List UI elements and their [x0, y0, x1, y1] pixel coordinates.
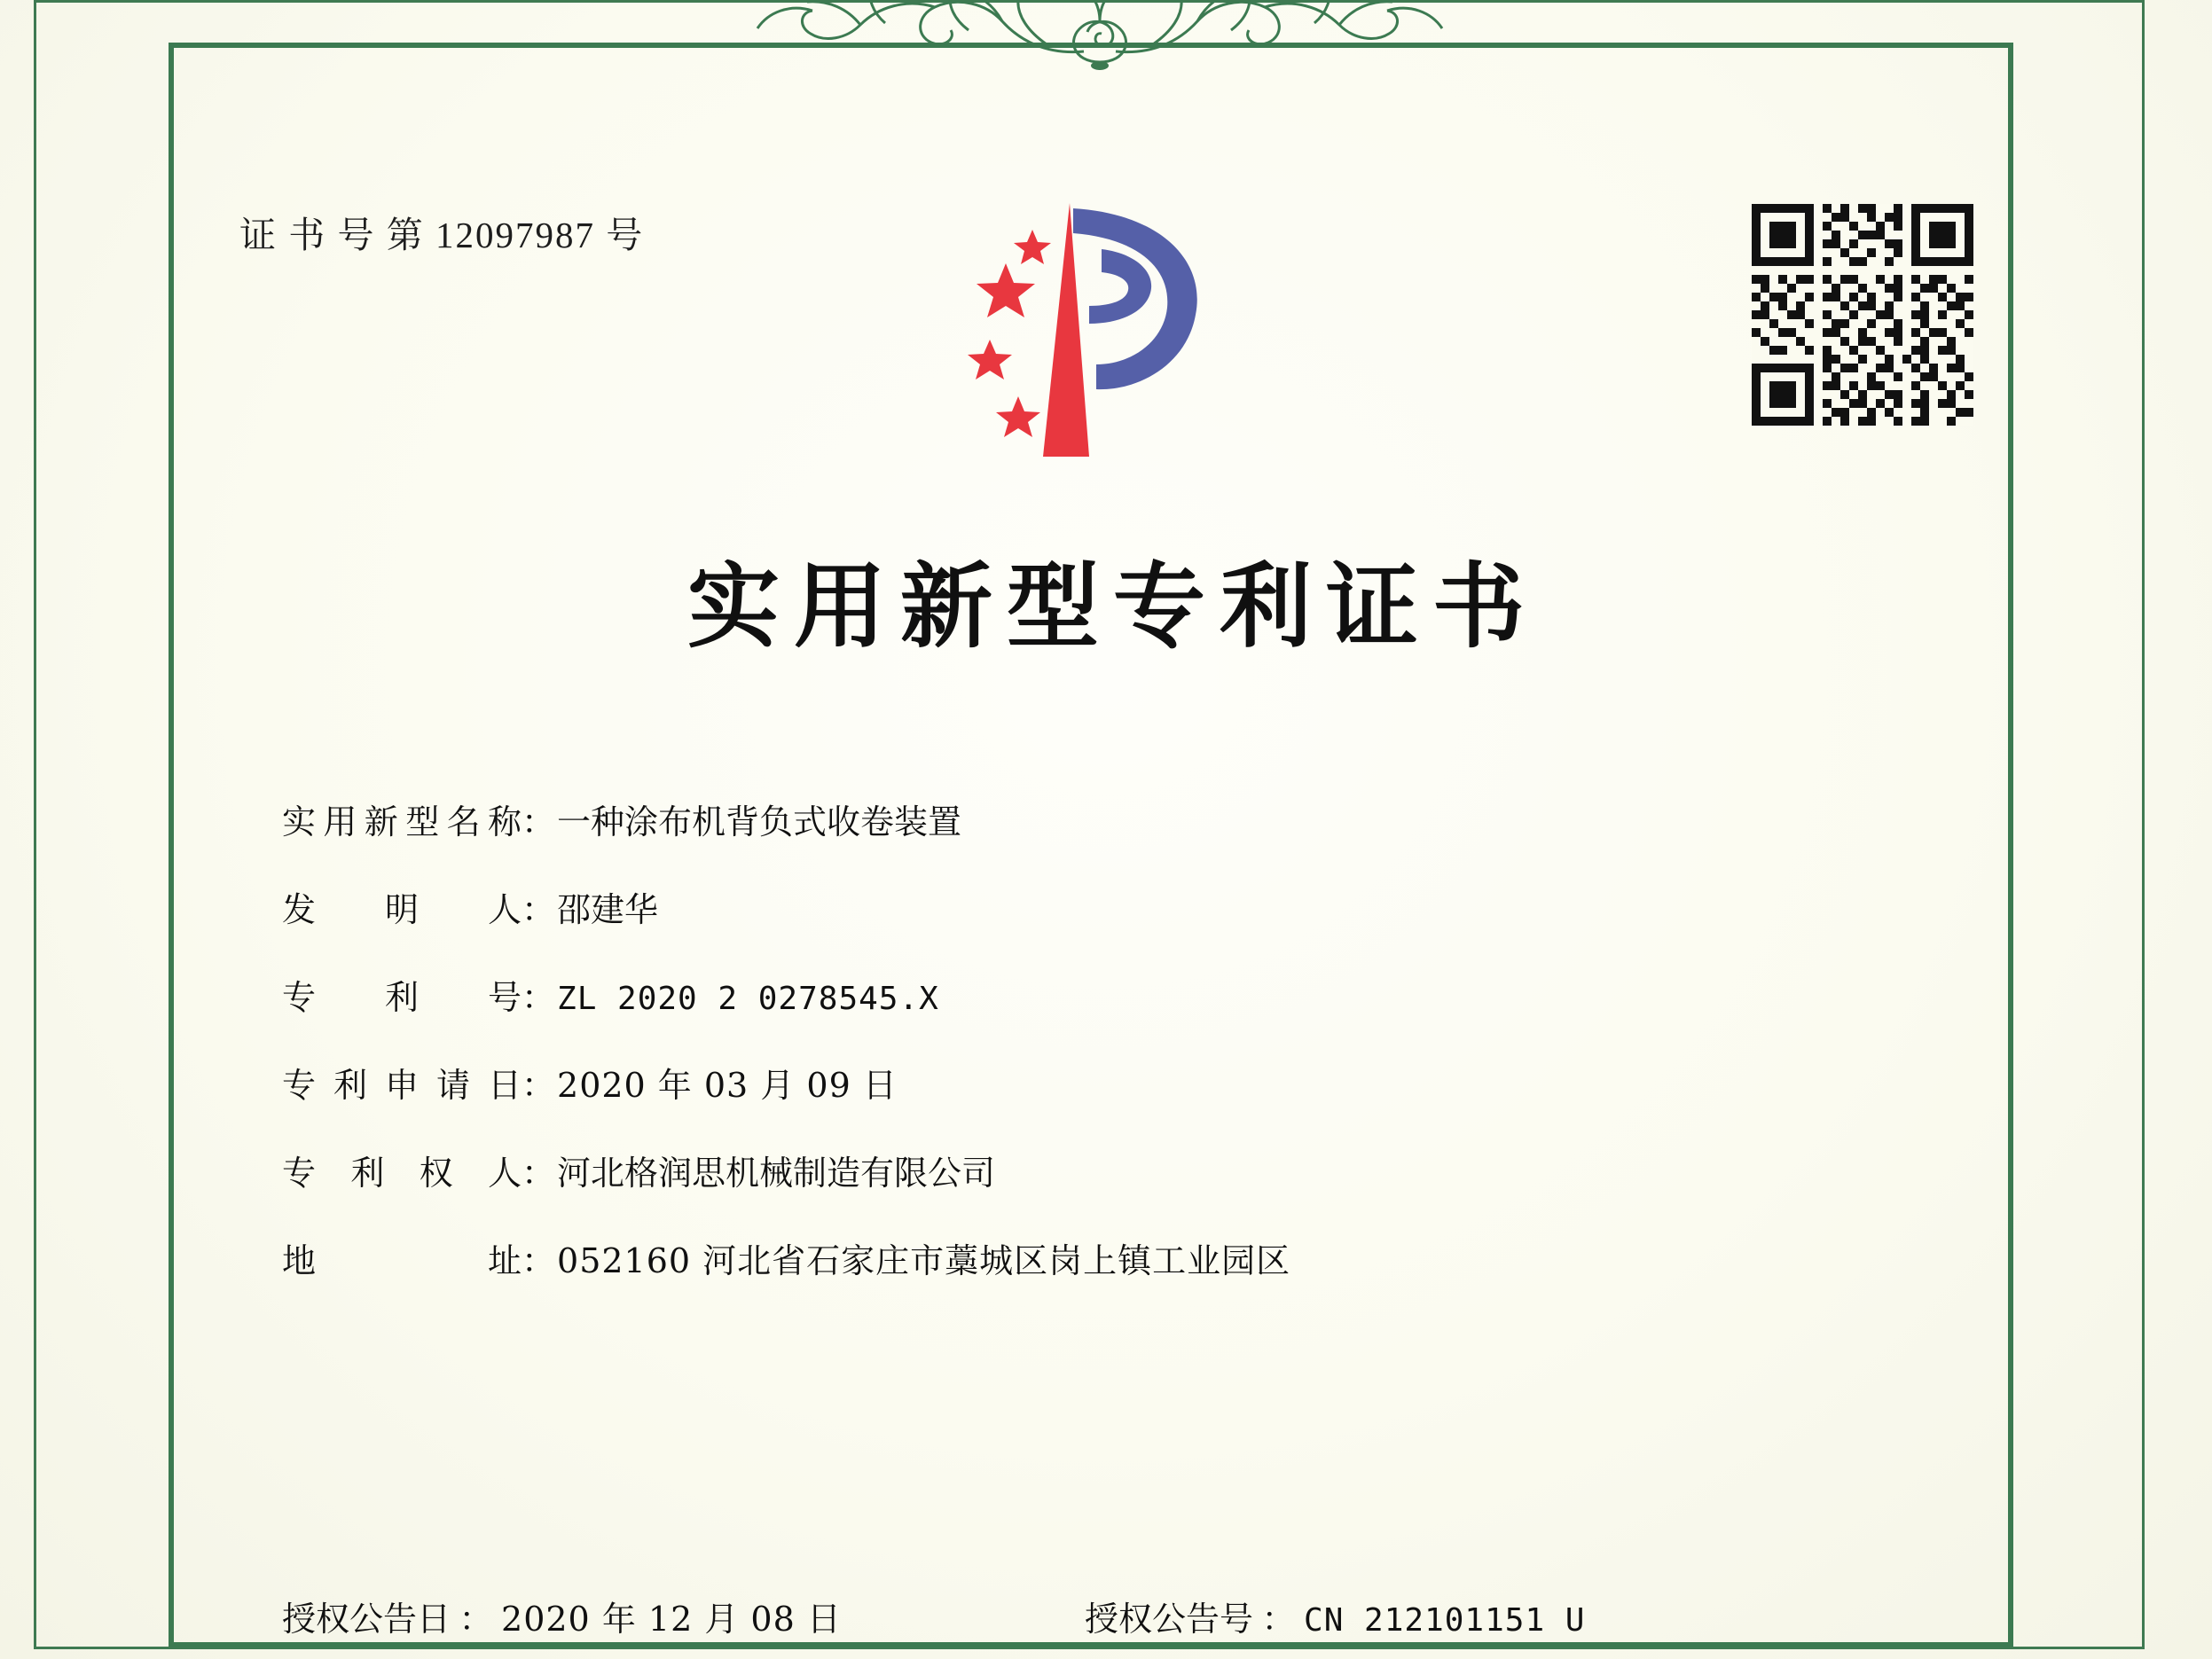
publication-number-label: 授权公告号 [1085, 1600, 1254, 1639]
field-label-name: 实用新型名称 [282, 802, 522, 841]
qr-code-icon [1752, 204, 1973, 426]
field-row-patentee [282, 1149, 1967, 1199]
field-value-address: 052160 河北省石家庄市藁城区岗上镇工业园区 [557, 1241, 1291, 1281]
field-label-address: 地址 [282, 1241, 522, 1281]
field-row-patent-number [282, 974, 1967, 1023]
field-colon: ： [1261, 1600, 1296, 1639]
field-value-application-date: 2020 年 03 月 09 日 [557, 1066, 898, 1106]
field-colon: ： [522, 980, 556, 1018]
top-ornament-decoration [736, 0, 1463, 83]
grant-date-value: 2020 年 12 月 08 日 [501, 1600, 842, 1639]
field-colon: ： [522, 804, 556, 841]
footer-row [282, 1592, 1967, 1640]
field-row-address [282, 1237, 1967, 1287]
field-row-application-date [282, 1061, 1967, 1111]
field-value-inventor: 邵建华 [557, 890, 659, 930]
publication-number-cell [1085, 1592, 1585, 1640]
grant-date-label: 授权公告日 [282, 1600, 451, 1639]
cnipa-patent-emblem-icon [940, 191, 1233, 474]
field-row-inventor [282, 886, 1967, 935]
grant-date-cell [282, 1592, 1085, 1640]
page-title: 实用新型专利证书 [686, 552, 1539, 661]
field-colon: ： [522, 1068, 556, 1106]
field-label-patent-number: 专利号 [282, 978, 522, 1018]
field-value-patent-number: ZL 2020 2 0278545.X [557, 981, 939, 1018]
field-label-inventor: 发明人 [282, 890, 522, 930]
field-colon: ： [522, 892, 556, 930]
field-label-application-date: 专利申请日 [282, 1066, 522, 1106]
field-colon: ： [522, 1155, 556, 1193]
certificate-number: 证 书 号 第 12097987 号 [239, 215, 645, 255]
field-value-name: 一种涂布机背负式收卷装置 [557, 802, 962, 841]
field-row-name [282, 798, 1967, 848]
field-colon: ： [459, 1600, 493, 1639]
field-label-patentee: 专利权人 [282, 1154, 522, 1193]
field-value-patentee: 河北格润思机械制造有限公司 [557, 1154, 996, 1193]
certificate-fields [282, 798, 1967, 1326]
publication-number-value: CN 212101151 U [1304, 1602, 1586, 1639]
field-colon: ： [522, 1243, 556, 1281]
